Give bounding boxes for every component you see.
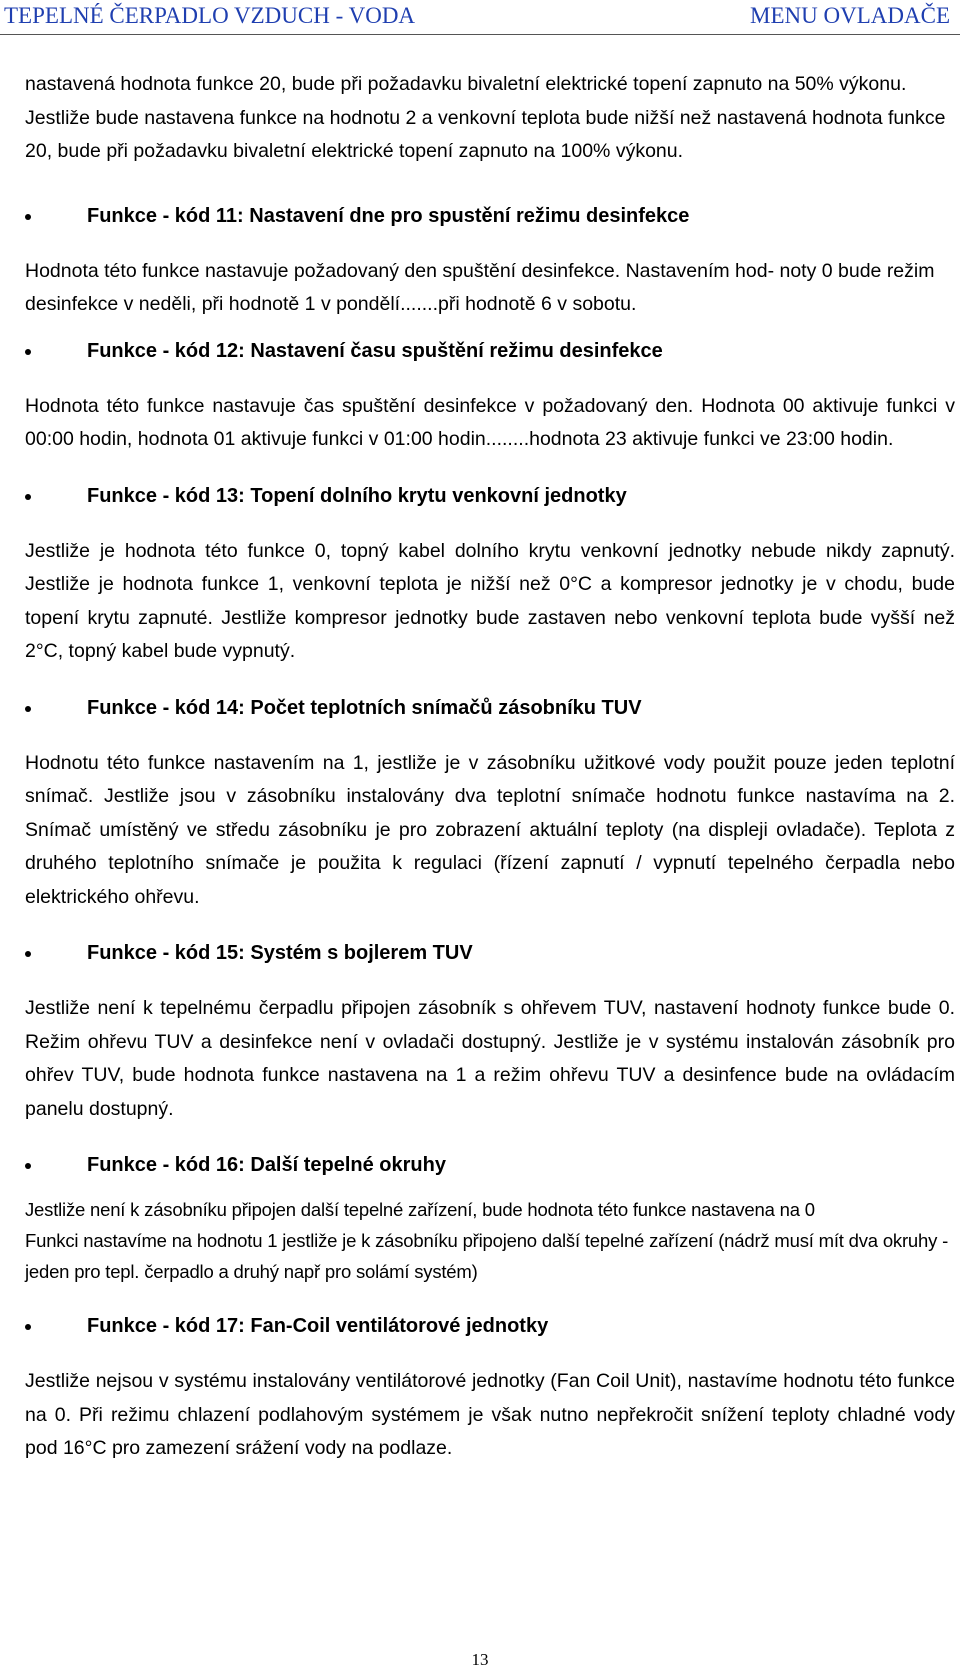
section-body-15: Jestliže není k tepelnému čerpadlu připojen zásobník s ohřevem TUV, nastavení hodnoty funkce bude 0. Režim ohřevu TUV a desinfekce není v ovladači dostupný. Jestliže je v systému instalován zásobník pro ohřev TUV, bude hodnota funkce nastavena na 1 a režim ohřevu TUV a desinfence bude na ovládacím panelu dostupný. bbox=[25, 997, 955, 1120]
section-body-13: Jestliže je hodnota této funkce 0, topný kabel dolního krytu venkovní jednotky nebude nikdy zapnutý. Jestliže je hodnota funkce 1, venkovní teplota je nižší než 0°C a kompresor jednotky je v chodu, bude topení krytu zapnuté. Jestliže kompresor jednotky bude zastaven nebo venkovní teplota bude vyšší než 2°C, topný kabel bude vypnutý. bbox=[25, 539, 955, 662]
section-heading-17: Funkce - kód 17: Fan-Coil ventilátorové jednotky bbox=[25, 1309, 955, 1343]
document-body bbox=[25, 68, 955, 1466]
section-heading-12: Funkce - kód 12: Nastavení času spuštění režimu desinfekce bbox=[25, 334, 955, 368]
section-heading-13: Funkce - kód 13: Topení dolního krytu venkovní jednotky bbox=[25, 479, 955, 513]
section-body-16b: Funkci nastavíme na hodnotu 1 jestliže je k zásobníku připojeno další tepelné zařízení (nádrž musí mít dva okruhy - jeden pro tepl. čerpadlo a druhý např pro solámí systém) bbox=[25, 1230, 949, 1282]
bullet-icon bbox=[25, 951, 31, 957]
header-title: TEPELNÉ ČERPADLO VZDUCH - VODA bbox=[4, 3, 416, 28]
section-body-12: Hodnota této funkce nastavuje čas spuštění desinfekce v požadovaný den. Hodnota 00 aktivuje funkci v 00:00 hodin, hodnota 01 aktivuje funkci v 01:00 hodin........hodnota 23 aktivuje funkci ve 23:00 hodin. bbox=[25, 394, 955, 450]
header-section: MENU OVLADAČE bbox=[750, 3, 950, 28]
bullet-icon bbox=[25, 1163, 31, 1169]
page-header bbox=[0, 0, 960, 35]
bullet-icon bbox=[25, 214, 31, 220]
section-heading-15: Funkce - kód 15: Systém s bojlerem TUV bbox=[25, 936, 955, 970]
bullet-icon bbox=[25, 494, 31, 500]
bullet-icon bbox=[25, 1324, 31, 1330]
section-body-14: Hodnotu této funkce nastavením na 1, jestliže je v zásobníku užitkové vody použit pouze jeden teplotní snímač. Jestliže jsou v zásobníku instalovány dva teplotní snímače hodnotu funkce nastavíma na 2. Snímač umístěný ve středu zásobníku je pro zobrazení aktuální teploty (na displeji ovladače). Teplota z druhého teplotního snímače je použita k regulaci (řízení zapnutí / vypnutí tepelného čerpadla nebo elektrického ohřevu. bbox=[25, 751, 955, 908]
bullet-icon bbox=[25, 349, 31, 355]
section-heading-14: Funkce - kód 14: Počet teplotních snímačů zásobníku TUV bbox=[25, 691, 955, 725]
bullet-icon bbox=[25, 706, 31, 712]
section-body-16: Jestliže není k zásobníku připojen další tepelné zařízení, bude hodnota této funkce nastavena na 0 bbox=[25, 1199, 815, 1220]
page-number: 13 bbox=[471, 1650, 489, 1669]
section-body-17: Jestliže nejsou v systému instalovány ventilátorové jednotky (Fan Coil Unit), nastavíme hodnotu této funkce na 0. Při režimu chlazení podlahovým systémem je však nutno nepřekročit snížení teploty chladné vody pod 16°C pro zamezení srážení vody na podlaze. bbox=[25, 1370, 955, 1459]
section-body-11: Hodnota této funkce nastavuje požadovaný den spuštění desinfekce. Nastavením hod- noty 0 bude režim desinfekce v neděli, při hodnotě 1 v pondělí.......při hodnotě 6 v sobotu. bbox=[25, 259, 935, 315]
section-heading-16: Funkce - kód 16: Další tepelné okruhy bbox=[25, 1148, 955, 1182]
section-heading-11: Funkce - kód 11: Nastavení dne pro spustění režimu desinfekce bbox=[25, 199, 955, 233]
intro-paragraph: nastavená hodnota funkce 20, bude při požadavku bivaletní elektrické topení zapnuto na 50% výkonu. Jestliže bude nastavena funkce na hodnotu 2 a venkovní teplota bude nižší než nastavená hodnota funkce 20, bude při požadavku bivaletní elektrické topení zapnuto na 100% výkonu. bbox=[25, 73, 946, 162]
